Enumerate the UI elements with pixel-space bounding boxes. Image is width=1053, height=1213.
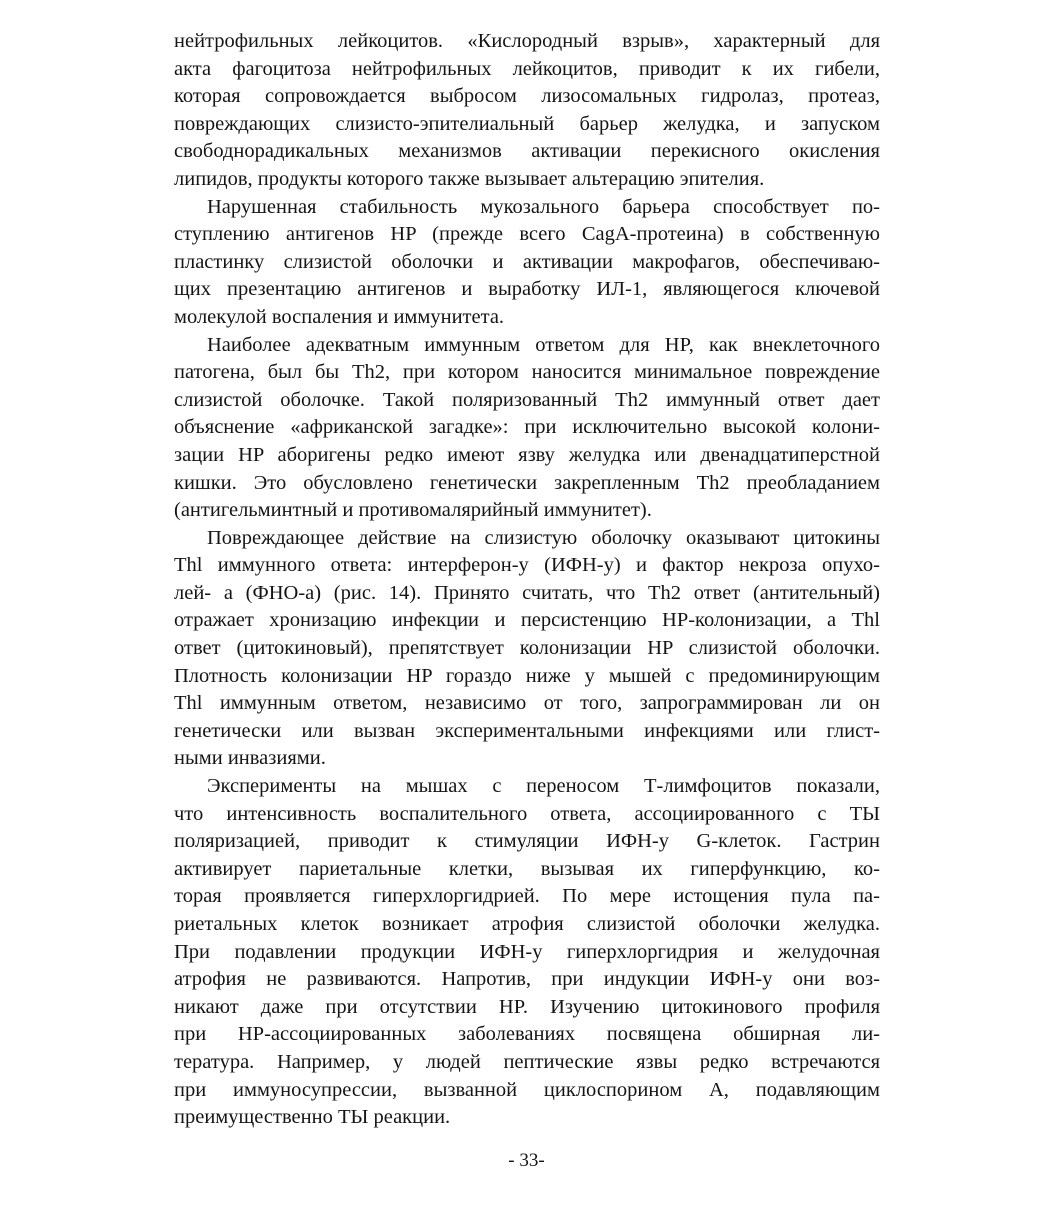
text-line: при иммуносупрессии, вызванной циклоспорином А, подавляющим — [174, 1078, 880, 1101]
text-line: молекулой воспаления и иммунитета. — [174, 305, 505, 328]
text-line: липидов, продукты которого также вызывает альтерацию эпителия. — [174, 167, 765, 190]
text-line: Повреждающее действие на слизистую оболочку оказывают цитокины — [207, 526, 880, 549]
text-line: риетальных клеток возникает атрофия слизистой оболочки желудка. — [174, 913, 880, 935]
text-line: ступлению антигенов HP (прежде всего CagA-протеина) в собственную — [174, 223, 880, 246]
text-line: ными инвазиями. — [174, 747, 326, 770]
text-line: нейтрофильных лейкоцитов. «Кислородный взрыв», характерный для — [174, 30, 880, 52]
text-line: Плотность колонизации HP гораздо ниже у мышей с предоминирующим — [174, 664, 880, 687]
text-line: поляризацией, приводит к стимуляции ИФН-у G-клеток. Гастрин — [174, 830, 880, 853]
text-line: атрофия не развиваются. Напротив, при индукции ИФН-у они воз- — [174, 968, 880, 991]
text-line: При подавлении продукции ИФН-у гиперхлоргидрия и желудочная — [174, 940, 880, 963]
text-line: слизистой оболочке. Такой поляризованный Th2 иммунный ответ дает — [174, 388, 880, 411]
text-line: акта фагоцитоза нейтрофильных лейкоцитов, приводит к их гибели, — [174, 57, 880, 80]
text-line: повреждающих слизисто-эпителиальный барьер желудка, и запуском — [174, 112, 880, 135]
text-line: преимущественно ТЫ реакции. — [174, 1106, 451, 1129]
paragraph — [174, 773, 880, 1132]
text-line: отражает хронизацию инфекции и персистенцию HP-колонизации, а Thl — [174, 609, 880, 632]
text-line: Наиболее адекватным иммунным ответом для HP, как внеклеточного — [207, 333, 880, 356]
text-line: лей- а (ФНО-а) (рис. 14). Принято считать, что Th2 ответ (антительный) — [174, 581, 880, 604]
page-number: - 33- — [508, 1150, 545, 1171]
text-line: тература. Например, у людей пептические язвы редко встречаются — [174, 1050, 880, 1073]
paragraph — [174, 525, 880, 773]
text-line: Thl иммунного ответа: интерферон-у (ИФН-у) и фактор некроза опухо- — [174, 554, 880, 577]
text-line: Thl иммунным ответом, независимо от того, запрограммирован ли он — [174, 692, 880, 715]
text-line: (антигельминтный и противомалярийный иммунитет). — [174, 499, 652, 522]
paragraph — [174, 28, 880, 194]
text-line: свободнорадикальных механизмов активации перекисного окисления — [174, 140, 880, 163]
text-line: активирует париетальные клетки, вызывая их гиперфункцию, ко- — [174, 857, 880, 880]
text-line: щих презентацию антигенов и выработку ИЛ-1, являющегося ключевой — [174, 278, 880, 301]
text-line: торая проявляется гиперхлоргидрией. По мере истощения пула па- — [174, 885, 880, 908]
text-line: кишки. Это обусловлено генетически закрепленным Th2 преобладанием — [174, 471, 880, 494]
paragraph — [174, 194, 880, 332]
text-line: зации HP аборигены редко имеют язву желудка или двенадцатиперстной — [174, 443, 880, 466]
text-line: которая сопровождается выбросом лизосомальных гидролаз, протеаз, — [174, 85, 880, 108]
text-line: при HP-ассоциированных заболеваниях посвящена обширная ли- — [174, 1023, 880, 1046]
text-line: пластинку слизистой оболочки и активации макрофагов, обеспечиваю- — [174, 250, 880, 273]
text-line: что интенсивность воспалительного ответа, ассоциированного с ТЫ — [174, 802, 880, 825]
paragraph — [174, 332, 880, 525]
text-line: генетически или вызван экспериментальными инфекциями или глист- — [174, 719, 880, 742]
text-line: никают даже при отсутствии HP. Изучению цитокинового профиля — [174, 995, 880, 1018]
text-line: объяснение «африканской загадке»: при исключительно высокой колони- — [174, 416, 880, 439]
text-line: патогена, был бы Th2, при котором наносится минимальное повреждение — [174, 361, 880, 384]
text-line: Эксперименты на мышах с переносом Т-лимфоцитов показали, — [207, 775, 880, 798]
text-line: ответ (цитокиновый), препятствует колонизации HP слизистой оболочки. — [174, 637, 880, 660]
document-body — [174, 28, 880, 1132]
text-line: Нарушенная стабильность мукозального барьера способствует по- — [207, 195, 880, 218]
